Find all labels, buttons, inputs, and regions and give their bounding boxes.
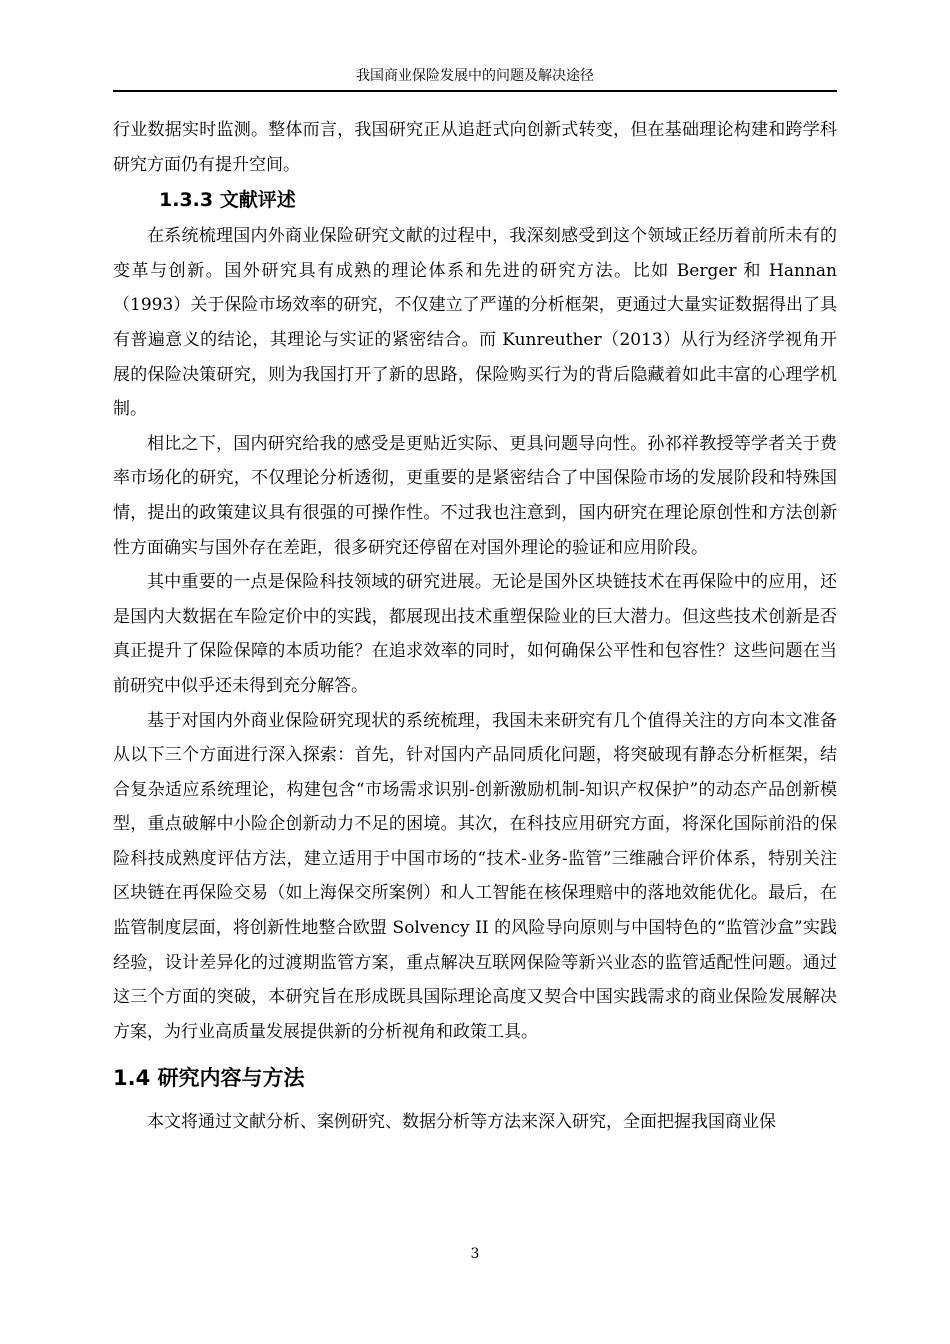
page-body	[113, 113, 837, 1140]
section-heading-1-4: 1.4 研究内容与方法	[113, 1066, 305, 1091]
paragraph: 在系统梳理国内外商业保险研究文献的过程中，我深刻感受到这个领域正经历着前所未有的变革与创新。国外研究具有成熟的理论体系和先进的研究方法。比如 Berger 和 Hannan（1993）关于保险市场效率的研究，不仅建立了严谨的分析框架，更通过大量实证数据得出了具有普遍意义的结论，其理论与实证的紧密结合。而 Kunreuther（2013）从行为经济学视角开展的保险决策研究，则为我国打开了新的思路，保险购买行为的背后隐藏着如此丰富的心理学机制。	[113, 226, 837, 420]
running-header: 我国商业保险发展中的问题及解决途径	[356, 68, 594, 84]
page-number: 3	[470, 1246, 480, 1262]
header-divider	[113, 90, 837, 92]
section-heading-1-3-3: 1.3.3 文献评述	[159, 189, 296, 212]
paragraph: 其中重要的一点是保险科技领域的研究进展。无论是国外区块链技术在再保险中的应用，还是国内大数据在车险定价中的实践，都展现出技术重塑保险业的巨大潜力。但这些技术创新是否真正提升了保险保障的本质功能？在追求效率的同时，如何确保公平性和包容性？这些问题在当前研究中似乎还未得到充分解答。	[113, 572, 837, 696]
paragraph: 本文将通过文献分析、案例研究、数据分析等方法来深入研究，全面把握我国商业保	[147, 1112, 776, 1133]
paragraph: 基于对国内外商业保险研究现状的系统梳理，我国未来研究有几个值得关注的方向本文准备从以下三个方面进行深入探索：首先，针对国内产品同质化问题，将突破现有静态分析框架，结合复杂适应系统理论，构建包含“市场需求识别-创新激励机制-知识产权保护”的动态产品创新模型，重点破解中小险企创新动力不足的困境。其次，在科技应用研究方面，将深化国际前沿的保险科技成熟度评估方法，建立适用于中国市场的“技术-业务-监管”三维融合评价体系，特别关注区块链在再保险交易（如上海保交所案例）和人工智能在核保理赔中的落地效能优化。最后，在监管制度层面，将创新性地整合欧盟 Solvency II 的风险导向原则与中国特色的“监管沙盒”实践经验，设计差异化的过渡期监管方案，重点解决互联网保险等新兴业态的监管适配性问题。通过这三个方面的突破，本研究旨在形成既具国际理论高度又契合中国实践需求的商业保险发展解决方案，为行业高质量发展提供新的分析视角和政策工具。	[113, 710, 837, 1042]
paragraph: 相比之下，国内研究给我的感受是更贴近实际、更具问题导向性。孙祁祥教授等学者关于费率市场化的研究，不仅理论分析透彻，更重要的是紧密结合了中国保险市场的发展阶段和特殊国情，提出的政策建议具有很强的可操作性。不过我也注意到，国内研究在理论原创性和方法创新性方面确实与国外存在差距，很多研究还停留在对国外理论的验证和应用阶段。	[113, 433, 837, 558]
paragraph-continued: 行业数据实时监测。整体而言，我国研究正从追赶式向创新式转变，但在基础理论构建和跨学科研究方面仍有提升空间。	[113, 120, 837, 175]
